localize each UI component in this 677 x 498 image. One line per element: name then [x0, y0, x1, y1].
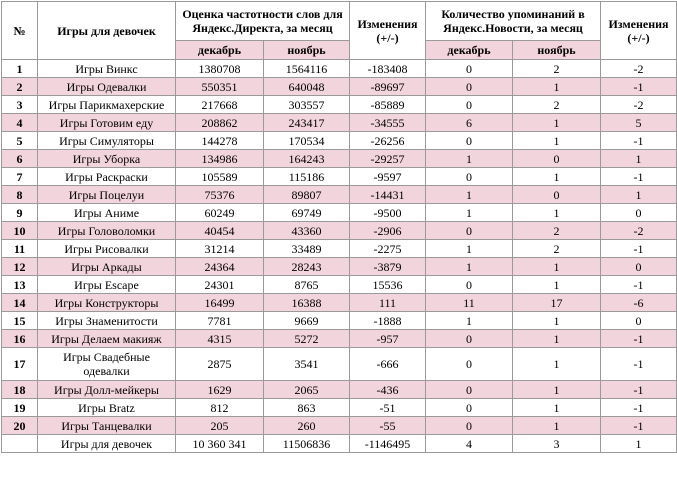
news-december-cell: 0: [426, 417, 513, 435]
news-change-cell: 0: [601, 312, 677, 330]
direct-december-cell: 144278: [176, 132, 264, 150]
direct-change-cell: -2275: [350, 240, 426, 258]
table-row: [2, 150, 677, 168]
table-row: [2, 132, 677, 150]
news-change-cell: 0: [601, 258, 677, 276]
total-number-cell: [2, 435, 38, 453]
news-december-cell: 11: [426, 294, 513, 312]
direct-december-cell: 217668: [176, 96, 264, 114]
direct-november-cell: 243417: [264, 114, 350, 132]
news-december-cell: 0: [426, 276, 513, 294]
news-december-cell: 0: [426, 399, 513, 417]
direct-november-cell: 8765: [264, 276, 350, 294]
row-number-cell: 12: [2, 258, 38, 276]
header-news-december: декабрь: [426, 41, 513, 60]
header-changes-direct: Изменения (+/-): [350, 2, 426, 60]
row-number-cell: 10: [2, 222, 38, 240]
table-row: [2, 348, 677, 381]
table-row: [2, 330, 677, 348]
table-row: [2, 222, 677, 240]
table-row: [2, 312, 677, 330]
news-december-cell: 0: [426, 330, 513, 348]
news-november-cell: 2: [513, 222, 601, 240]
row-number-cell: 20: [2, 417, 38, 435]
news-november-cell: 0: [513, 186, 601, 204]
game-name-cell: Игры Головоломки: [38, 222, 176, 240]
header-yandex-direct: Оценка частотности слов для Яндекс.Директа, за месяц: [176, 2, 350, 41]
direct-november-cell: 33489: [264, 240, 350, 258]
news-november-cell: 0: [513, 150, 601, 168]
direct-change-cell: -1888: [350, 312, 426, 330]
news-change-cell: -1: [601, 168, 677, 186]
row-number-cell: 9: [2, 204, 38, 222]
direct-change-cell: -957: [350, 330, 426, 348]
news-november-cell: 1: [513, 276, 601, 294]
table-row: [2, 276, 677, 294]
news-december-cell: 1: [426, 204, 513, 222]
total-direct-change: -1146495: [350, 435, 426, 453]
total-game-cell: Игры для девочек: [38, 435, 176, 453]
table-row: [2, 114, 677, 132]
news-november-cell: 1: [513, 417, 601, 435]
direct-december-cell: 16499: [176, 294, 264, 312]
game-name-cell: Игры Одевалки: [38, 78, 176, 96]
news-november-cell: 1: [513, 381, 601, 399]
total-news-change: 1: [601, 435, 677, 453]
news-change-cell: 5: [601, 114, 677, 132]
direct-december-cell: 60249: [176, 204, 264, 222]
direct-november-cell: 170534: [264, 132, 350, 150]
game-name-cell: Игры Конструкторы: [38, 294, 176, 312]
game-name-cell: Игры Симуляторы: [38, 132, 176, 150]
news-change-cell: 0: [601, 204, 677, 222]
news-change-cell: 1: [601, 186, 677, 204]
direct-change-cell: -34555: [350, 114, 426, 132]
direct-november-cell: 2065: [264, 381, 350, 399]
row-number-cell: 14: [2, 294, 38, 312]
table-row: [2, 240, 677, 258]
direct-november-cell: 43360: [264, 222, 350, 240]
news-december-cell: 0: [426, 348, 513, 381]
table-row: [2, 60, 677, 78]
direct-change-cell: -9597: [350, 168, 426, 186]
direct-november-cell: 115186: [264, 168, 350, 186]
table-row: [2, 399, 677, 417]
news-change-cell: -1: [601, 381, 677, 399]
direct-december-cell: 4315: [176, 330, 264, 348]
table-row: [2, 204, 677, 222]
header-news-november: ноябрь: [513, 41, 601, 60]
direct-december-cell: 208862: [176, 114, 264, 132]
game-name-cell: Игры Готовим еду: [38, 114, 176, 132]
news-december-cell: 1: [426, 186, 513, 204]
news-change-cell: -1: [601, 417, 677, 435]
direct-november-cell: 1564116: [264, 60, 350, 78]
header-yandex-news: Количество упоминаний в Яндекс.Новости, за месяц: [426, 2, 601, 41]
row-number-cell: 4: [2, 114, 38, 132]
row-number-cell: 5: [2, 132, 38, 150]
direct-change-cell: 15536: [350, 276, 426, 294]
game-name-cell: Игры Винкс: [38, 60, 176, 78]
direct-change-cell: -2906: [350, 222, 426, 240]
direct-change-cell: -29257: [350, 150, 426, 168]
direct-change-cell: -9500: [350, 204, 426, 222]
row-number-cell: 3: [2, 96, 38, 114]
direct-december-cell: 1629: [176, 381, 264, 399]
row-number-cell: 8: [2, 186, 38, 204]
direct-change-cell: -89697: [350, 78, 426, 96]
direct-december-cell: 24301: [176, 276, 264, 294]
news-december-cell: 0: [426, 132, 513, 150]
direct-november-cell: 3541: [264, 348, 350, 381]
news-november-cell: 2: [513, 96, 601, 114]
game-name-cell: Игры Танцевалки: [38, 417, 176, 435]
direct-change-cell: -666: [350, 348, 426, 381]
game-name-cell: Игры Рисовалки: [38, 240, 176, 258]
news-change-cell: -1: [601, 348, 677, 381]
direct-december-cell: 2875: [176, 348, 264, 381]
row-number-cell: 1: [2, 60, 38, 78]
news-change-cell: -1: [601, 240, 677, 258]
direct-november-cell: 89807: [264, 186, 350, 204]
header-direct-november: ноябрь: [264, 41, 350, 60]
news-december-cell: 0: [426, 222, 513, 240]
news-november-cell: 1: [513, 330, 601, 348]
direct-december-cell: 1380708: [176, 60, 264, 78]
direct-december-cell: 75376: [176, 186, 264, 204]
header-number: №: [2, 2, 38, 60]
direct-change-cell: -14431: [350, 186, 426, 204]
news-change-cell: -1: [601, 276, 677, 294]
total-news-december: 4: [426, 435, 513, 453]
game-name-cell: Игры Bratz: [38, 399, 176, 417]
row-number-cell: 18: [2, 381, 38, 399]
direct-change-cell: 111: [350, 294, 426, 312]
direct-december-cell: 205: [176, 417, 264, 435]
direct-december-cell: 134986: [176, 150, 264, 168]
news-december-cell: 0: [426, 96, 513, 114]
news-december-cell: 1: [426, 312, 513, 330]
header-game: Игры для девочек: [38, 2, 176, 60]
news-november-cell: 1: [513, 204, 601, 222]
direct-november-cell: 303557: [264, 96, 350, 114]
direct-change-cell: -436: [350, 381, 426, 399]
direct-november-cell: 260: [264, 417, 350, 435]
table-row: [2, 381, 677, 399]
news-december-cell: 1: [426, 150, 513, 168]
game-name-cell: Игры Парикмахерские: [38, 96, 176, 114]
news-december-cell: 0: [426, 168, 513, 186]
row-number-cell: 2: [2, 78, 38, 96]
news-december-cell: 0: [426, 78, 513, 96]
game-name-cell: Игры Раскраски: [38, 168, 176, 186]
news-december-cell: 0: [426, 381, 513, 399]
news-change-cell: -2: [601, 96, 677, 114]
row-number-cell: 13: [2, 276, 38, 294]
direct-change-cell: -183408: [350, 60, 426, 78]
direct-change-cell: -55: [350, 417, 426, 435]
header-changes-news: Изменения (+/-): [601, 2, 677, 60]
direct-november-cell: 164243: [264, 150, 350, 168]
direct-november-cell: 9669: [264, 312, 350, 330]
direct-change-cell: -51: [350, 399, 426, 417]
news-change-cell: -2: [601, 60, 677, 78]
game-name-cell: Игры Свадебные одевалки: [38, 348, 176, 381]
row-number-cell: 6: [2, 150, 38, 168]
direct-december-cell: 7781: [176, 312, 264, 330]
news-november-cell: 1: [513, 348, 601, 381]
direct-december-cell: 812: [176, 399, 264, 417]
news-december-cell: 6: [426, 114, 513, 132]
table-row: [2, 186, 677, 204]
row-number-cell: 11: [2, 240, 38, 258]
games-stats-table: [1, 1, 677, 453]
game-name-cell: Игры Escape: [38, 276, 176, 294]
direct-november-cell: 16388: [264, 294, 350, 312]
table-row: [2, 168, 677, 186]
game-name-cell: Игры Уборка: [38, 150, 176, 168]
direct-december-cell: 40454: [176, 222, 264, 240]
game-name-cell: Игры Знаменитости: [38, 312, 176, 330]
direct-november-cell: 69749: [264, 204, 350, 222]
news-change-cell: 1: [601, 150, 677, 168]
direct-november-cell: 863: [264, 399, 350, 417]
game-name-cell: Игры Аниме: [38, 204, 176, 222]
news-change-cell: -6: [601, 294, 677, 312]
news-november-cell: 1: [513, 114, 601, 132]
news-november-cell: 1: [513, 399, 601, 417]
table-row: [2, 78, 677, 96]
direct-november-cell: 640048: [264, 78, 350, 96]
direct-november-cell: 5272: [264, 330, 350, 348]
table-row: [2, 96, 677, 114]
news-change-cell: -1: [601, 330, 677, 348]
news-november-cell: 2: [513, 60, 601, 78]
direct-change-cell: -85889: [350, 96, 426, 114]
total-news-november: 3: [513, 435, 601, 453]
row-number-cell: 7: [2, 168, 38, 186]
row-number-cell: 17: [2, 348, 38, 381]
game-name-cell: Игры Долл-мейкеры: [38, 381, 176, 399]
news-december-cell: 0: [426, 60, 513, 78]
header-direct-december: декабрь: [176, 41, 264, 60]
direct-change-cell: -26256: [350, 132, 426, 150]
news-change-cell: -2: [601, 222, 677, 240]
direct-december-cell: 31214: [176, 240, 264, 258]
news-change-cell: -1: [601, 132, 677, 150]
news-december-cell: 1: [426, 240, 513, 258]
news-november-cell: 1: [513, 258, 601, 276]
direct-november-cell: 28243: [264, 258, 350, 276]
row-number-cell: 15: [2, 312, 38, 330]
news-november-cell: 1: [513, 168, 601, 186]
game-name-cell: Игры Поцелуи: [38, 186, 176, 204]
game-name-cell: Игры Делаем макияж: [38, 330, 176, 348]
direct-december-cell: 24364: [176, 258, 264, 276]
row-number-cell: 19: [2, 399, 38, 417]
total-direct-november: 11506836: [264, 435, 350, 453]
news-november-cell: 2: [513, 240, 601, 258]
total-row: [2, 435, 677, 453]
news-november-cell: 17: [513, 294, 601, 312]
news-december-cell: 1: [426, 258, 513, 276]
game-name-cell: Игры Аркады: [38, 258, 176, 276]
direct-december-cell: 550351: [176, 78, 264, 96]
table-row: [2, 294, 677, 312]
row-number-cell: 16: [2, 330, 38, 348]
table-row: [2, 258, 677, 276]
news-change-cell: -1: [601, 78, 677, 96]
direct-change-cell: -3879: [350, 258, 426, 276]
direct-december-cell: 105589: [176, 168, 264, 186]
news-change-cell: -1: [601, 399, 677, 417]
total-direct-december: 10 360 341: [176, 435, 264, 453]
news-november-cell: 1: [513, 312, 601, 330]
news-november-cell: 1: [513, 132, 601, 150]
news-november-cell: 1: [513, 78, 601, 96]
table-row: [2, 417, 677, 435]
